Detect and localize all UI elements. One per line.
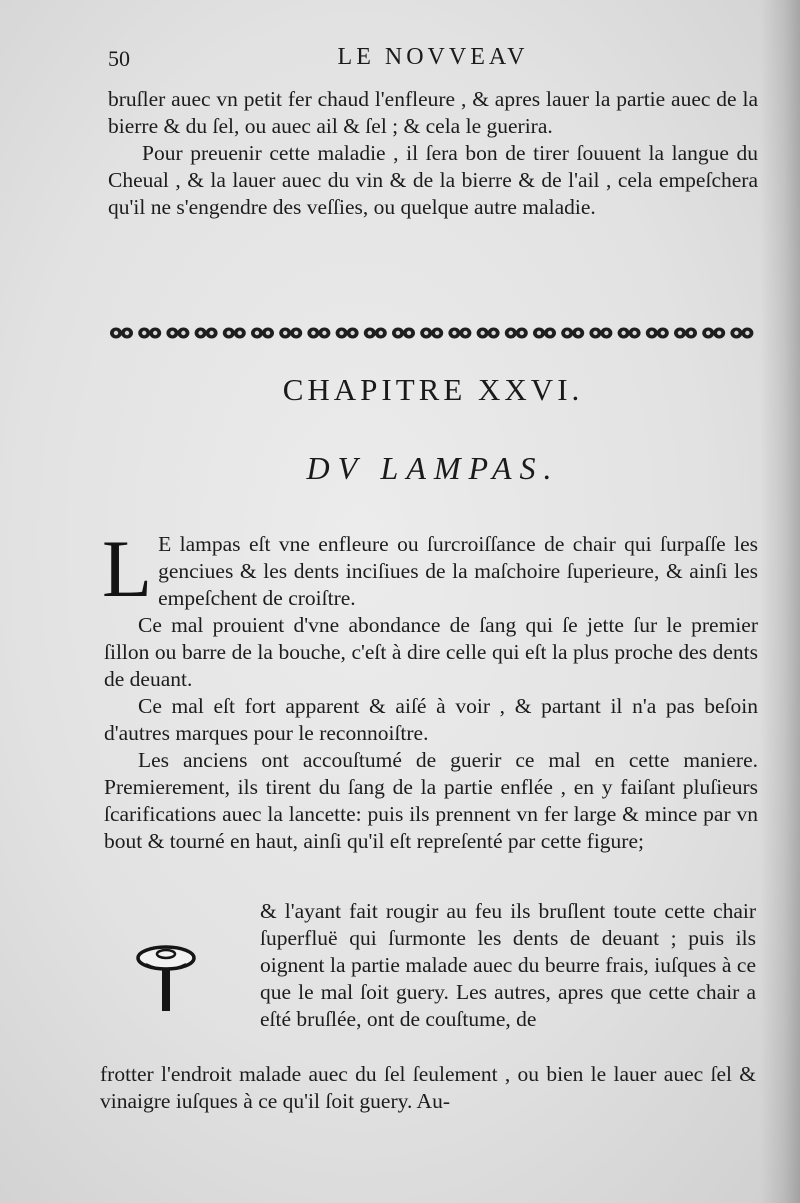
paragraph: Les anciens ont accouſtumé de guerir ce mal en cette maniere. Premierement, ils tirent du ſang de la partie enflée , en y faiſant pluſieurs ſcarifications auec la lancette: puis ils prennent vn fer large & mince par vn bout & tourné en haut, ainſi qu'il eſt repreſenté par cette figure;: [104, 748, 758, 853]
paragraph: & l'ayant fait rougir au feu ils bruſlent toute cette chair ſuperfluë qui ſurmonte les dents de deuant ; puis ils oignent la partie malade auec du beurre frais, iuſques à ce que le mal ſoit guery. Les autres, apres que cette chair a eſté bruſlée, ont de couſtume, de: [260, 899, 756, 1031]
chapter-heading: CHAPITRE XXVI.: [282, 372, 584, 407]
running-head: [108, 44, 758, 74]
paragraph: E lampas eſt vne enfleure ou ſurcroiſſance de chair qui ſurpaſſe les genciues & les dents inciſiues de la maſchoire ſuperieure, & ainſi les empeſchent de croiſtre.: [158, 532, 758, 610]
running-title: LE NOVVEAV: [337, 44, 529, 70]
cautery-iron-icon: [134, 940, 198, 1014]
paragraph: frotter l'endroit malade auec du ſel ſeulement , ou bien le lauer auec ſel & vinaigre iuſques à ce qu'il ſoit guery. Au-: [100, 1062, 756, 1113]
ornament-band-icon: [104, 322, 758, 344]
paragraph: Ce mal eſt fort apparent & aiſé à voir , & partant il n'a pas beſoin d'autres marques pour le reconnoiſtre.: [104, 694, 758, 745]
continued-text: [108, 86, 758, 221]
section-heading: DV LAMPAS.: [306, 450, 560, 486]
page-number: 50: [108, 46, 130, 71]
paragraph: Ce mal prouient d'vne abondance de ſang qui ſe jette ſur le premier ſillon ou barre de la bouche, c'eſt à dire celle qui eſt la plus proche des dents de deuant.: [104, 613, 758, 691]
text-beside-figure: [260, 898, 756, 1033]
closing-text: [100, 1061, 756, 1115]
ornament-band: [104, 322, 758, 344]
paragraph: Pour preuenir cette maladie , il ſera bon de tirer ſouuent la langue du Cheual , & la lauer auec du vin & de la bierre & de l'ail , cela empeſchera qu'il ne s'engendre des veſſies, ou quelque autre maladie.: [108, 141, 758, 219]
paragraph: bruſler auec vn petit fer chaud l'enfleure , & apres lauer la partie auec de la bierre & du ſel, ou auec ail & ſel ; & cela le guerira.: [108, 87, 758, 138]
cautery-iron-figure: [134, 940, 198, 1014]
chapter-body: [102, 523, 758, 855]
dropcap-initial: L: [102, 523, 153, 614]
